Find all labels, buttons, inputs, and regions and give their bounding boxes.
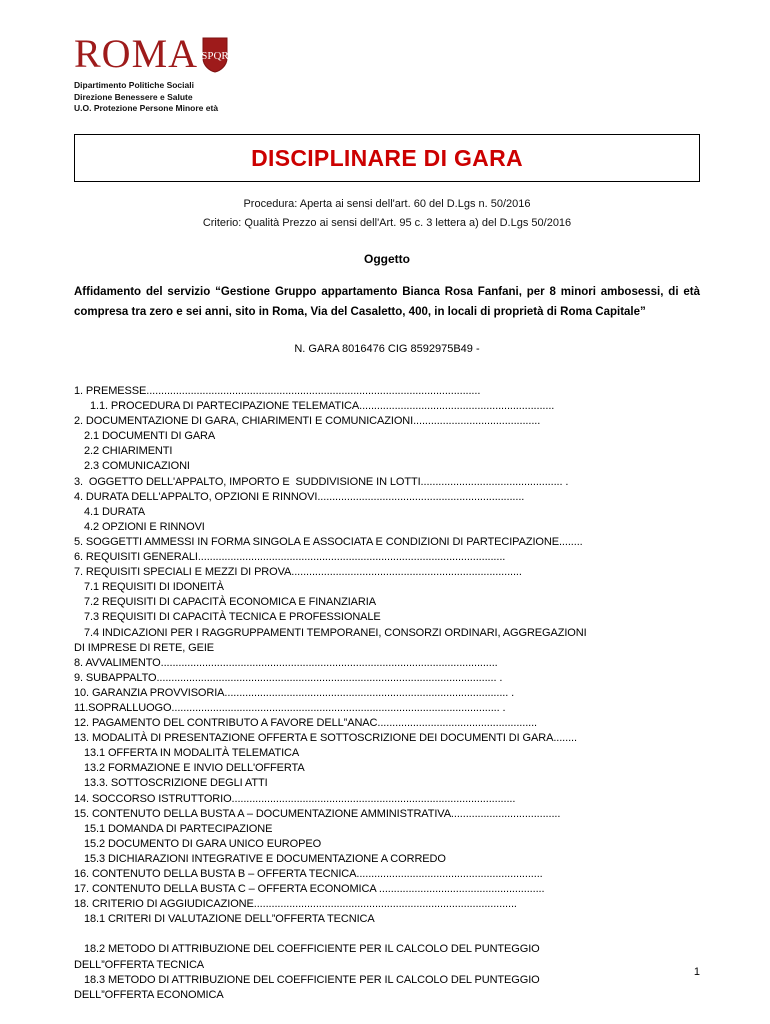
toc-entry[interactable]: 15.3 DICHIARAZIONI INTEGRATIVE E DOCUMENTAZIONE A CORREDO xyxy=(84,852,446,865)
toc-entry[interactable]: 14. SOCCORSO ISTRUTTORIO................................................................................................ xyxy=(74,792,516,805)
table-of-contents xyxy=(74,384,700,1003)
toc-entry[interactable]: 4.2 OPZIONI E RINNOVI xyxy=(84,520,205,533)
toc-entry[interactable]: 8. AVVALIMENTO.................................................................................................................. xyxy=(74,656,498,669)
toc-entry[interactable]: 5. SOGGETTI AMMESSI IN FORMA SINGOLA E ASSOCIATA E CONDIZIONI DI PARTECIPAZIONE........ xyxy=(74,535,583,548)
toc-entry[interactable]: 7.3 REQUISITI DI CAPACITÀ TECNICA E PROFESSIONALE xyxy=(84,611,381,624)
toc-entry[interactable] xyxy=(74,927,700,942)
page-title: DISCIPLINARE DI GARA xyxy=(251,144,523,171)
document-header xyxy=(74,31,700,126)
toc-entry[interactable]: 1.1. PROCEDURA DI PARTECIPAZIONE TELEMATICA.................................................................. xyxy=(90,400,555,413)
department-line-1: Dipartimento Politiche Sociali xyxy=(74,80,194,90)
department-line-2: Direzione Benessere e Salute xyxy=(74,91,193,102)
toc-entry[interactable]: 13.3. SOTTOSCRIZIONE DEGLI ATTI xyxy=(84,777,268,790)
toc-entry[interactable]: 11.SOPRALLUOGO............................................................................................................... . xyxy=(74,701,506,714)
toc-entry[interactable]: 7.1 REQUISITI DI IDONEITÀ xyxy=(84,581,224,594)
title-box xyxy=(74,134,700,182)
toc-entry[interactable]: 9. SUBAPPALTO................................................................................................................... . xyxy=(74,671,503,684)
gara-cig-line: N. GARA 8016476 CIG 8592975B49 - xyxy=(294,343,480,355)
oggetto-label: Oggetto xyxy=(364,252,410,266)
page-number: 1 xyxy=(693,966,700,978)
toc-entry[interactable]: 4.1 DURATA xyxy=(84,505,145,518)
toc-entry[interactable]: 2. DOCUMENTAZIONE DI GARA, CHIARIMENTI E COMUNICAZIONI........................................... xyxy=(74,415,541,428)
toc-entry[interactable]: 4. DURATA DELL'APPALTO, OPZIONI E RINNOVI...................................................................... xyxy=(74,490,525,503)
toc-entry[interactable]: 13.2 FORMAZIONE E INVIO DELL'OFFERTA xyxy=(84,762,305,775)
toc-entry[interactable]: DI IMPRESE DI RETE, GEIE xyxy=(74,641,215,654)
toc-entry[interactable]: 1. PREMESSE................................................................................................................. xyxy=(74,385,481,397)
department-lines xyxy=(74,80,700,115)
toc-entry[interactable]: 13.1 OFFERTA IN MODALITÀ TELEMATICA xyxy=(84,747,300,760)
toc-entry[interactable]: 12. PAGAMENTO DEL CONTRIBUTO A FAVORE DELL”ANAC...................................................... xyxy=(74,717,538,730)
toc-entry[interactable]: 7.2 REQUISITI DI CAPACITÀ ECONOMICA E FINANZIARIA xyxy=(84,596,376,609)
toc-entry[interactable]: 7. REQUISITI SPECIALI E MEZZI DI PROVA.............................................................................. xyxy=(74,566,522,579)
toc-entry[interactable]: 3. OGGETTO DELL'APPALTO, IMPORTO E SUDDIVISIONE IN LOTTI................................................ . xyxy=(74,475,569,488)
toc-entry[interactable]: 2.3 COMUNICAZIONI xyxy=(84,460,190,473)
toc-entry[interactable]: DELL”OFFERTA ECONOMICA xyxy=(74,988,224,1001)
department-line-3: U.O. Protezione Persone Minore età xyxy=(74,103,219,113)
criterion-line: Criterio: Qualità Prezzo ai sensi dell'Art. 95 c. 3 lettera a) del D.Lgs 50/2016 xyxy=(202,217,572,229)
toc-entry[interactable]: 6. REQUISITI GENERALI........................................................................................................ xyxy=(74,551,506,564)
toc-entry[interactable]: 18. CRITERIO DI AGGIUDICAZIONE......................................................................................... xyxy=(74,898,517,911)
toc-entry[interactable]: 18.1 CRITERI DI VALUTAZIONE DELL”OFFERTA TECNICA xyxy=(84,913,375,926)
roma-logo-text: ROMA xyxy=(74,31,199,76)
roma-logo xyxy=(74,31,700,76)
coat-of-arms-shield-icon xyxy=(202,37,228,73)
procedure-line: Procedura: Aperta ai sensi dell'art. 60 del D.Lgs n. 50/2016 xyxy=(243,198,531,210)
procedure-info xyxy=(74,195,700,233)
toc-entry[interactable]: 2.2 CHIARIMENTI xyxy=(84,445,173,458)
toc-entry[interactable]: 17. CONTENUTO DELLA BUSTA C – OFFERTA ECONOMICA ........................................................ xyxy=(74,883,545,896)
toc-entry[interactable]: 18.2 METODO DI ATTRIBUZIONE DEL COEFFICIENTE PER IL CALCOLO DEL PUNTEGGIO xyxy=(84,943,540,956)
toc-entry[interactable]: DELL”OFFERTA TECNICA xyxy=(74,958,205,971)
toc-entry[interactable]: 15.2 DOCUMENTO DI GARA UNICO EUROPEO xyxy=(84,837,322,850)
toc-entry[interactable]: 15. CONTENUTO DELLA BUSTA A – DOCUMENTAZIONE AMMINISTRATIVA..................................... xyxy=(74,807,561,820)
toc-entry[interactable]: 2.1 DOCUMENTI DI GARA xyxy=(84,430,216,443)
toc-entry[interactable]: 15.1 DOMANDA DI PARTECIPAZIONE xyxy=(84,822,273,835)
toc-entry[interactable]: 18.3 METODO DI ATTRIBUZIONE DEL COEFFICIENTE PER IL CALCOLO DEL PUNTEGGIO xyxy=(84,973,540,986)
toc-entry[interactable]: 10. GARANZIA PROVVISORIA................................................................................................ . xyxy=(74,686,515,699)
toc-entry[interactable]: 16. CONTENUTO DELLA BUSTA B – OFFERTA TECNICA............................................................... xyxy=(74,868,543,880)
toc-entry[interactable]: 13. MODALITÀ DI PRESENTAZIONE OFFERTA E SOTTOSCRIZIONE DEI DOCUMENTI DI GARA........ xyxy=(74,732,577,745)
toc-entry[interactable]: 7.4 INDICAZIONI PER I RAGGRUPPAMENTI TEMPORANEI, CONSORZI ORDINARI, AGGREGAZIONI xyxy=(84,626,587,639)
svg-text:SPQR: SPQR xyxy=(202,50,229,62)
oggetto-text: Affidamento del servizio “Gestione Gruppo appartamento Bianca Rosa Fanfani, per 8 minori ambosessi, di età compresa tra zero e sei anni, sito in Roma, Via del Casaletto, 400, in locali di proprietà di Roma Capitale” xyxy=(74,286,700,318)
